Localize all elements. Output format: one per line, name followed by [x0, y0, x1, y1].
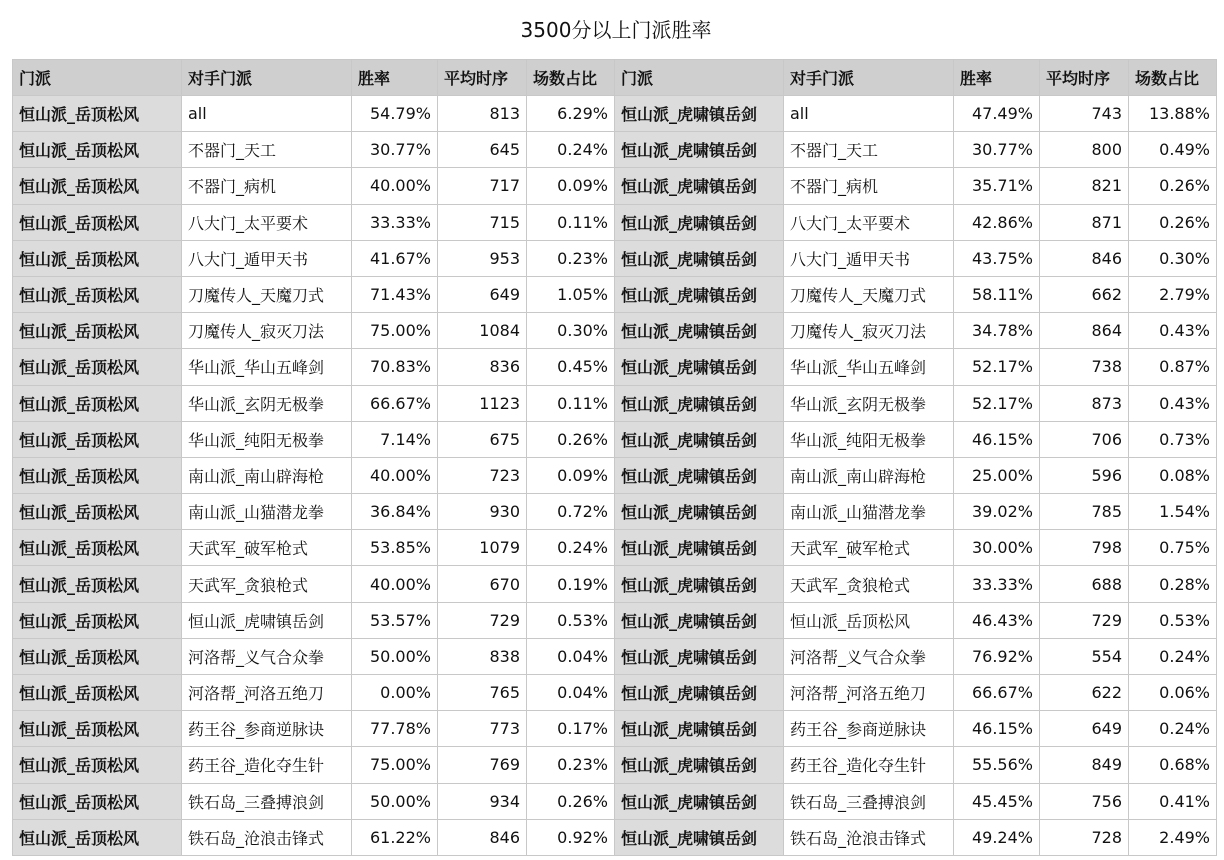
avg-time-cell: 813 [438, 96, 527, 132]
match-share-cell: 0.53% [1129, 602, 1217, 638]
avg-time-cell: 849 [1040, 747, 1129, 783]
avg-time-cell: 846 [438, 819, 527, 855]
opponent-cell: 不器门_病机 [784, 168, 954, 204]
win-rate-cell: 70.83% [352, 349, 438, 385]
opponent-cell: 南山派_山猫潜龙拳 [182, 494, 352, 530]
opponent-cell: all [182, 96, 352, 132]
opponent-cell: 不器门_天工 [784, 132, 954, 168]
sect-cell: 恒山派_虎啸镇岳剑 [615, 675, 784, 711]
column-header: 平均时序 [1040, 60, 1129, 96]
table-row [13, 168, 1217, 204]
avg-time-cell: 717 [438, 168, 527, 204]
avg-time-cell: 934 [438, 783, 527, 819]
opponent-cell: 药王谷_参商逆脉诀 [182, 711, 352, 747]
win-rate-cell: 46.15% [954, 711, 1040, 747]
match-share-cell: 0.24% [527, 530, 615, 566]
sect-cell: 恒山派_虎啸镇岳剑 [615, 204, 784, 240]
match-share-cell: 0.43% [1129, 385, 1217, 421]
avg-time-cell: 836 [438, 349, 527, 385]
match-share-cell: 0.26% [527, 783, 615, 819]
win-rate-cell: 33.33% [352, 204, 438, 240]
opponent-cell: 天武军_贪狼枪式 [182, 566, 352, 602]
opponent-cell: 华山派_纯阳无极拳 [182, 421, 352, 457]
avg-time-cell: 728 [1040, 819, 1129, 855]
win-rate-cell: 40.00% [352, 457, 438, 493]
sect-cell: 恒山派_岳顶松风 [13, 711, 182, 747]
opponent-cell: 八大门_太平要术 [784, 204, 954, 240]
sect-cell: 恒山派_虎啸镇岳剑 [615, 421, 784, 457]
opponent-cell: 华山派_玄阴无极拳 [784, 385, 954, 421]
opponent-cell: 刀魔传人_寂灭刀法 [784, 313, 954, 349]
win-rate-cell: 49.24% [954, 819, 1040, 855]
table-row [13, 638, 1217, 674]
table-row [13, 96, 1217, 132]
avg-time-cell: 738 [1040, 349, 1129, 385]
opponent-cell: 河洛帮_义气合众拳 [784, 638, 954, 674]
match-share-cell: 0.26% [1129, 168, 1217, 204]
win-rate-cell: 47.49% [954, 96, 1040, 132]
win-rate-cell: 50.00% [352, 783, 438, 819]
sect-cell: 恒山派_岳顶松风 [13, 168, 182, 204]
win-rate-cell: 52.17% [954, 385, 1040, 421]
sect-cell: 恒山派_虎啸镇岳剑 [615, 783, 784, 819]
table-row [13, 819, 1217, 855]
win-rate-cell: 46.43% [954, 602, 1040, 638]
win-rate-cell: 52.17% [954, 349, 1040, 385]
match-share-cell: 0.49% [1129, 132, 1217, 168]
match-share-cell: 0.09% [527, 168, 615, 204]
match-share-cell: 0.73% [1129, 421, 1217, 457]
match-share-cell: 2.79% [1129, 276, 1217, 312]
sect-cell: 恒山派_岳顶松风 [13, 638, 182, 674]
table-row [13, 276, 1217, 312]
avg-time-cell: 649 [1040, 711, 1129, 747]
sect-cell: 恒山派_虎啸镇岳剑 [615, 168, 784, 204]
win-rate-cell: 41.67% [352, 240, 438, 276]
avg-time-cell: 729 [1040, 602, 1129, 638]
avg-time-cell: 871 [1040, 204, 1129, 240]
match-share-cell: 0.04% [527, 675, 615, 711]
opponent-cell: 刀魔传人_天魔刀式 [784, 276, 954, 312]
table-row [13, 385, 1217, 421]
table-row [13, 783, 1217, 819]
sect-cell: 恒山派_岳顶松风 [13, 494, 182, 530]
match-share-cell: 0.23% [527, 747, 615, 783]
match-share-cell: 0.24% [1129, 638, 1217, 674]
sect-cell: 恒山派_虎啸镇岳剑 [615, 313, 784, 349]
page-title: 3500分以上门派胜率 [520, 18, 712, 42]
avg-time-cell: 773 [438, 711, 527, 747]
column-header: 对手门派 [182, 60, 352, 96]
match-share-cell: 0.11% [527, 204, 615, 240]
sect-cell: 恒山派_岳顶松风 [13, 132, 182, 168]
match-share-cell: 0.09% [527, 457, 615, 493]
sect-cell: 恒山派_岳顶松风 [13, 783, 182, 819]
match-share-cell: 0.45% [527, 349, 615, 385]
table-body [13, 96, 1217, 856]
match-share-cell: 0.23% [527, 240, 615, 276]
avg-time-cell: 662 [1040, 276, 1129, 312]
sect-cell: 恒山派_虎啸镇岳剑 [615, 747, 784, 783]
opponent-cell: 天武军_贪狼枪式 [784, 566, 954, 602]
header-row [13, 60, 1217, 96]
sect-cell: 恒山派_虎啸镇岳剑 [615, 457, 784, 493]
win-rate-cell: 75.00% [352, 747, 438, 783]
sect-cell: 恒山派_虎啸镇岳剑 [615, 276, 784, 312]
sect-cell: 恒山派_岳顶松风 [13, 96, 182, 132]
opponent-cell: 铁石岛_三叠搏浪剑 [182, 783, 352, 819]
avg-time-cell: 706 [1040, 421, 1129, 457]
win-rate-cell: 53.85% [352, 530, 438, 566]
table-row [13, 421, 1217, 457]
table-row [13, 240, 1217, 276]
match-share-cell: 0.26% [1129, 204, 1217, 240]
sect-cell: 恒山派_虎啸镇岳剑 [615, 96, 784, 132]
win-rate-cell: 45.45% [954, 783, 1040, 819]
match-share-cell: 0.72% [527, 494, 615, 530]
opponent-cell: 南山派_南山辟海枪 [182, 457, 352, 493]
opponent-cell: 华山派_华山五峰剑 [784, 349, 954, 385]
match-share-cell: 2.49% [1129, 819, 1217, 855]
sect-cell: 恒山派_岳顶松风 [13, 602, 182, 638]
column-header: 平均时序 [438, 60, 527, 96]
avg-time-cell: 846 [1040, 240, 1129, 276]
win-rate-cell: 54.79% [352, 96, 438, 132]
table-row [13, 602, 1217, 638]
match-share-cell: 0.19% [527, 566, 615, 602]
match-share-cell: 1.05% [527, 276, 615, 312]
avg-time-cell: 798 [1040, 530, 1129, 566]
avg-time-cell: 554 [1040, 638, 1129, 674]
match-share-cell: 0.08% [1129, 457, 1217, 493]
match-share-cell: 0.26% [527, 421, 615, 457]
opponent-cell: 华山派_华山五峰剑 [182, 349, 352, 385]
sect-cell: 恒山派_虎啸镇岳剑 [615, 711, 784, 747]
column-header: 胜率 [352, 60, 438, 96]
column-header: 对手门派 [784, 60, 954, 96]
sect-cell: 恒山派_岳顶松风 [13, 385, 182, 421]
sect-cell: 恒山派_虎啸镇岳剑 [615, 494, 784, 530]
win-rate-cell: 66.67% [954, 675, 1040, 711]
match-share-cell: 13.88% [1129, 96, 1217, 132]
opponent-cell: 铁石岛_沧浪击锋式 [182, 819, 352, 855]
avg-time-cell: 670 [438, 566, 527, 602]
sect-cell: 恒山派_虎啸镇岳剑 [615, 566, 784, 602]
sect-cell: 恒山派_虎啸镇岳剑 [615, 819, 784, 855]
table-row [13, 494, 1217, 530]
win-rate-cell: 7.14% [352, 421, 438, 457]
match-share-cell: 0.92% [527, 819, 615, 855]
match-share-cell: 0.41% [1129, 783, 1217, 819]
avg-time-cell: 821 [1040, 168, 1129, 204]
win-rate-cell: 25.00% [954, 457, 1040, 493]
sect-cell: 恒山派_岳顶松风 [13, 349, 182, 385]
table-row [13, 530, 1217, 566]
sect-cell: 恒山派_岳顶松风 [13, 276, 182, 312]
avg-time-cell: 723 [438, 457, 527, 493]
avg-time-cell: 622 [1040, 675, 1129, 711]
avg-time-cell: 756 [1040, 783, 1129, 819]
opponent-cell: 不器门_天工 [182, 132, 352, 168]
match-share-cell: 0.30% [527, 313, 615, 349]
match-share-cell: 0.68% [1129, 747, 1217, 783]
win-rate-cell: 46.15% [954, 421, 1040, 457]
avg-time-cell: 688 [1040, 566, 1129, 602]
win-rate-cell: 30.77% [954, 132, 1040, 168]
table-row [13, 711, 1217, 747]
win-rate-cell: 33.33% [954, 566, 1040, 602]
avg-time-cell: 769 [438, 747, 527, 783]
sect-cell: 恒山派_岳顶松风 [13, 240, 182, 276]
table-header [13, 60, 1217, 96]
match-share-cell: 0.30% [1129, 240, 1217, 276]
table-row [13, 457, 1217, 493]
column-header: 门派 [615, 60, 784, 96]
opponent-cell: 药王谷_造化夺生针 [182, 747, 352, 783]
opponent-cell: 恒山派_虎啸镇岳剑 [182, 602, 352, 638]
win-rate-cell: 36.84% [352, 494, 438, 530]
sect-cell: 恒山派_虎啸镇岳剑 [615, 132, 784, 168]
table-row [13, 349, 1217, 385]
match-share-cell: 0.75% [1129, 530, 1217, 566]
avg-time-cell: 800 [1040, 132, 1129, 168]
win-rate-cell: 40.00% [352, 168, 438, 204]
win-rate-cell: 43.75% [954, 240, 1040, 276]
match-share-cell: 0.87% [1129, 349, 1217, 385]
column-header: 胜率 [954, 60, 1040, 96]
sect-cell: 恒山派_岳顶松风 [13, 421, 182, 457]
avg-time-cell: 765 [438, 675, 527, 711]
win-rate-cell: 71.43% [352, 276, 438, 312]
win-rate-cell: 42.86% [954, 204, 1040, 240]
opponent-cell: 天武军_破军枪式 [784, 530, 954, 566]
column-header: 场数占比 [527, 60, 615, 96]
win-rate-table [12, 59, 1217, 856]
avg-time-cell: 645 [438, 132, 527, 168]
column-header: 门派 [13, 60, 182, 96]
win-rate-cell: 0.00% [352, 675, 438, 711]
opponent-cell: 铁石岛_三叠搏浪剑 [784, 783, 954, 819]
avg-time-cell: 785 [1040, 494, 1129, 530]
match-share-cell: 0.04% [527, 638, 615, 674]
win-rate-cell: 55.56% [954, 747, 1040, 783]
opponent-cell: 华山派_玄阴无极拳 [182, 385, 352, 421]
sect-cell: 恒山派_岳顶松风 [13, 675, 182, 711]
sect-cell: 恒山派_岳顶松风 [13, 747, 182, 783]
table-row [13, 132, 1217, 168]
opponent-cell: 八大门_太平要术 [182, 204, 352, 240]
opponent-cell: 八大门_遁甲天书 [182, 240, 352, 276]
sect-cell: 恒山派_岳顶松风 [13, 530, 182, 566]
opponent-cell: 不器门_病机 [182, 168, 352, 204]
win-rate-cell: 39.02% [954, 494, 1040, 530]
sect-cell: 恒山派_虎啸镇岳剑 [615, 240, 784, 276]
table-row [13, 204, 1217, 240]
win-rate-cell: 58.11% [954, 276, 1040, 312]
avg-time-cell: 1123 [438, 385, 527, 421]
sect-cell: 恒山派_虎啸镇岳剑 [615, 602, 784, 638]
opponent-cell: 药王谷_参商逆脉诀 [784, 711, 954, 747]
table-row [13, 566, 1217, 602]
sect-cell: 恒山派_岳顶松风 [13, 566, 182, 602]
win-rate-cell: 77.78% [352, 711, 438, 747]
win-rate-cell: 34.78% [954, 313, 1040, 349]
match-share-cell: 0.24% [1129, 711, 1217, 747]
column-header: 场数占比 [1129, 60, 1217, 96]
win-rate-cell: 30.00% [954, 530, 1040, 566]
opponent-cell: 八大门_遁甲天书 [784, 240, 954, 276]
sect-cell: 恒山派_虎啸镇岳剑 [615, 530, 784, 566]
avg-time-cell: 953 [438, 240, 527, 276]
avg-time-cell: 873 [1040, 385, 1129, 421]
win-rate-cell: 30.77% [352, 132, 438, 168]
avg-time-cell: 838 [438, 638, 527, 674]
avg-time-cell: 930 [438, 494, 527, 530]
match-share-cell: 0.17% [527, 711, 615, 747]
sect-cell: 恒山派_岳顶松风 [13, 819, 182, 855]
match-share-cell: 0.06% [1129, 675, 1217, 711]
avg-time-cell: 675 [438, 421, 527, 457]
opponent-cell: 刀魔传人_天魔刀式 [182, 276, 352, 312]
sect-cell: 恒山派_岳顶松风 [13, 457, 182, 493]
win-rate-cell: 40.00% [352, 566, 438, 602]
sect-cell: 恒山派_虎啸镇岳剑 [615, 638, 784, 674]
avg-time-cell: 1084 [438, 313, 527, 349]
win-rate-cell: 50.00% [352, 638, 438, 674]
opponent-cell: 天武军_破军枪式 [182, 530, 352, 566]
opponent-cell: 华山派_纯阳无极拳 [784, 421, 954, 457]
win-rate-cell: 53.57% [352, 602, 438, 638]
match-share-cell: 6.29% [527, 96, 615, 132]
sect-cell: 恒山派_虎啸镇岳剑 [615, 385, 784, 421]
opponent-cell: 河洛帮_义气合众拳 [182, 638, 352, 674]
opponent-cell: 南山派_南山辟海枪 [784, 457, 954, 493]
opponent-cell: 铁石岛_沧浪击锋式 [784, 819, 954, 855]
opponent-cell: 恒山派_岳顶松风 [784, 602, 954, 638]
win-rate-cell: 35.71% [954, 168, 1040, 204]
match-share-cell: 1.54% [1129, 494, 1217, 530]
win-rate-cell: 75.00% [352, 313, 438, 349]
match-share-cell: 0.43% [1129, 313, 1217, 349]
opponent-cell: 南山派_山猫潜龙拳 [784, 494, 954, 530]
opponent-cell: 刀魔传人_寂灭刀法 [182, 313, 352, 349]
sect-cell: 恒山派_岳顶松风 [13, 313, 182, 349]
avg-time-cell: 1079 [438, 530, 527, 566]
match-share-cell: 0.28% [1129, 566, 1217, 602]
win-rate-cell: 61.22% [352, 819, 438, 855]
avg-time-cell: 715 [438, 204, 527, 240]
opponent-cell: 药王谷_造化夺生针 [784, 747, 954, 783]
match-share-cell: 0.53% [527, 602, 615, 638]
avg-time-cell: 743 [1040, 96, 1129, 132]
opponent-cell: 河洛帮_河洛五绝刀 [182, 675, 352, 711]
sect-cell: 恒山派_虎啸镇岳剑 [615, 349, 784, 385]
table-row [13, 675, 1217, 711]
sect-cell: 恒山派_岳顶松风 [13, 204, 182, 240]
opponent-cell: all [784, 96, 954, 132]
avg-time-cell: 729 [438, 602, 527, 638]
match-share-cell: 0.11% [527, 385, 615, 421]
opponent-cell: 河洛帮_河洛五绝刀 [784, 675, 954, 711]
table-row [13, 747, 1217, 783]
avg-time-cell: 864 [1040, 313, 1129, 349]
match-share-cell: 0.24% [527, 132, 615, 168]
avg-time-cell: 649 [438, 276, 527, 312]
avg-time-cell: 596 [1040, 457, 1129, 493]
win-rate-cell: 76.92% [954, 638, 1040, 674]
table-row [13, 313, 1217, 349]
win-rate-cell: 66.67% [352, 385, 438, 421]
